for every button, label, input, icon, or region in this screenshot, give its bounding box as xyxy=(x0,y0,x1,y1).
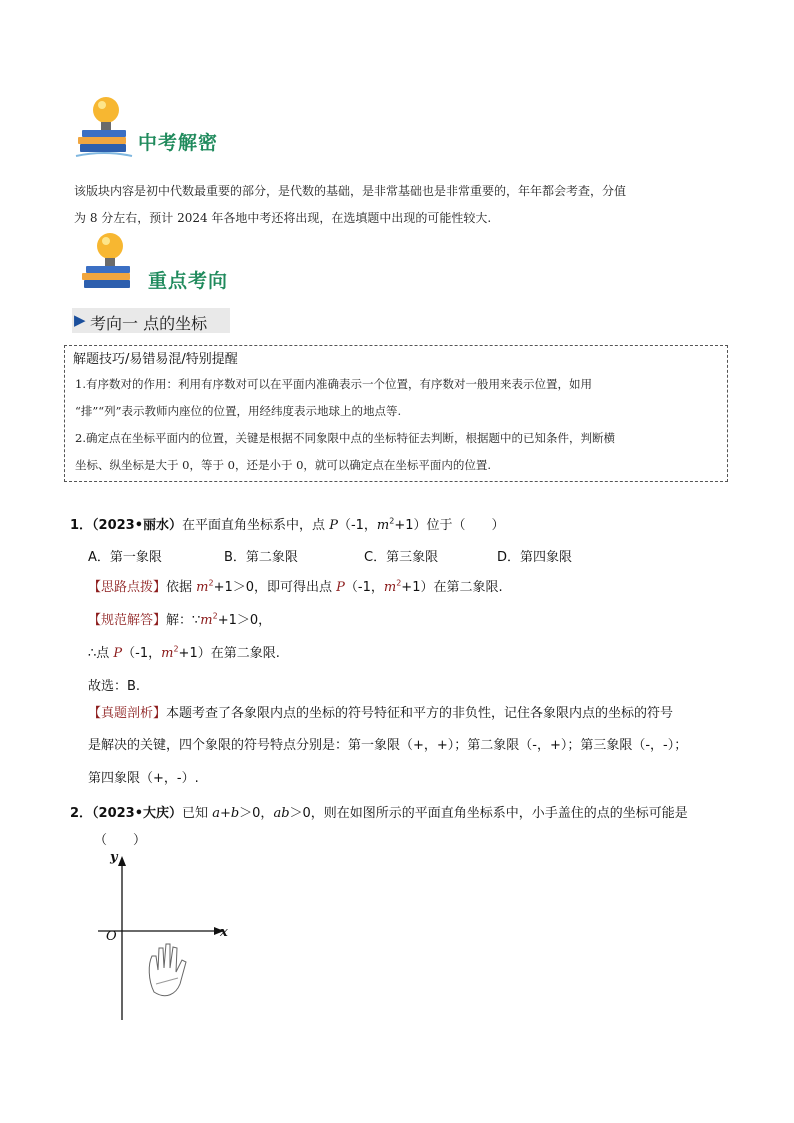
solution-text: ∴点 xyxy=(88,646,114,661)
exponent: 2 xyxy=(173,644,179,654)
solution-label: 【规范解答】 xyxy=(88,613,167,628)
section-header-zhongdian-kaoxiang xyxy=(74,230,274,298)
tips-line-3: 2.确定点在坐标平面内的位置，关键是根据不同象限中点的坐标特征去判断，根据题中的已知条件，判断横 xyxy=(75,431,615,445)
section-title: 重点考向 xyxy=(148,270,229,292)
topic-label: 考向一 点的坐标 xyxy=(90,314,208,333)
var-m: m xyxy=(196,580,209,595)
question-1-stem xyxy=(70,514,505,533)
section-header-zhongkao-jiemi xyxy=(74,94,274,162)
section-title: 中考解密 xyxy=(138,132,219,154)
var-m: m xyxy=(383,580,397,595)
origin-label: O xyxy=(106,929,117,944)
stem-text: ＞0，则在如图所示的平面直角坐标系中，小手盖住的点的坐标可能是 xyxy=(289,806,688,821)
analysis-line-3: 第四象限（+，-）. xyxy=(88,771,199,786)
question-number: 1． xyxy=(70,518,93,533)
exponent: 2 xyxy=(396,578,402,588)
analysis-label: 【真题剖析】 xyxy=(88,706,167,721)
expr-ab: ab xyxy=(273,806,290,821)
solution-text: 解：∵ xyxy=(166,613,201,628)
exponent: 2 xyxy=(389,516,395,526)
hint-text: （-1， xyxy=(344,580,384,595)
stem-text: +1）位于（ ） xyxy=(394,518,505,533)
stem-text: 已知 xyxy=(182,806,213,821)
answer-choice: 故选：B. xyxy=(88,679,141,694)
solution-text: （-1， xyxy=(122,646,162,661)
answer-blank: （ ） xyxy=(94,833,147,848)
var-m: m xyxy=(200,613,213,628)
x-axis-label: x xyxy=(220,925,228,940)
stem-text: （-1， xyxy=(337,518,377,533)
tips-line-4: 坐标、纵坐标是大于 0，等于 0，还是小于 0，就可以确定点在坐标平面内的位置. xyxy=(75,458,492,472)
option-b: B．第二象限 xyxy=(224,550,298,565)
expr-a-plus-b: a+b xyxy=(212,806,240,821)
intro-paragraph xyxy=(74,178,724,232)
intro-line-1: 该版块内容是初中代数最重要的部分，是代数的基础，是非常基础也是非常重要的，年年都会考查，分值 xyxy=(74,184,627,198)
question-number: 2． xyxy=(70,806,93,821)
point-p: P xyxy=(113,646,123,661)
exponent: 2 xyxy=(212,611,218,621)
lightbulb-book-icon xyxy=(78,230,140,296)
var-m: m xyxy=(376,518,390,533)
point-p: P xyxy=(329,518,338,533)
analysis-text: 本题考查了各象限内点的坐标的符号特征和平方的非负性，记住各象限内点的坐标的符号 xyxy=(166,706,674,721)
hint-line xyxy=(88,576,503,595)
hand-icon xyxy=(149,944,186,996)
topic-bar xyxy=(72,308,230,333)
analysis-line-2: 是解决的关键，四个象限的符号特点分别是：第一象限（+，+）；第二象限（-，+）；第三象限（-，-）； xyxy=(88,738,688,753)
hint-text: +1＞0，即可得出点 xyxy=(213,580,337,595)
option-c: C．第三象限 xyxy=(364,550,439,565)
y-axis-arrow xyxy=(118,856,126,866)
tips-box xyxy=(64,345,728,482)
tips-line-1: 1.有序数对的作用：利用有序数对可以在平面内准确表示一个位置，有序数对一般用来表示位置，如用 xyxy=(75,377,592,391)
option-d: D．第四象限 xyxy=(497,550,573,565)
option-a: A．第一象限 xyxy=(88,550,162,565)
question-2-stem xyxy=(70,802,688,821)
hint-text: 依据 xyxy=(166,580,197,595)
analysis-line-1 xyxy=(88,702,673,721)
intro-line-2: 为 8 分左右，预计 2024 年各地中考还将出现，在选填题中出现的可能性较大. xyxy=(74,211,492,225)
solution-text: +1）在第二象限. xyxy=(178,646,280,661)
lightbulb-book-icon xyxy=(74,94,136,160)
therefore-line xyxy=(88,642,280,661)
coordinate-figure xyxy=(96,852,236,1022)
exponent: 2 xyxy=(208,578,214,588)
hint-label: 【思路点拨】 xyxy=(88,580,167,595)
tips-heading: 解题技巧/易错易混/特别提醒 xyxy=(73,352,238,367)
question-source: （2023•大庆） xyxy=(92,806,183,821)
tips-line-2: “排”“列”表示教师内座位的位置，用经纬度表示地球上的地点等. xyxy=(75,404,402,418)
play-triangle-icon: ▶ xyxy=(74,311,86,329)
stem-text: 在平面直角坐标系中，点 xyxy=(182,518,330,533)
question-source: （2023•丽水） xyxy=(92,518,183,533)
y-axis-label: y xyxy=(110,850,118,865)
point-p: P xyxy=(336,580,345,595)
var-m: m xyxy=(161,646,174,661)
solution-line xyxy=(88,609,271,628)
hint-text: +1）在第二象限. xyxy=(401,580,503,595)
solution-text: +1＞0， xyxy=(217,613,272,628)
stem-text: ＞0， xyxy=(239,806,274,821)
